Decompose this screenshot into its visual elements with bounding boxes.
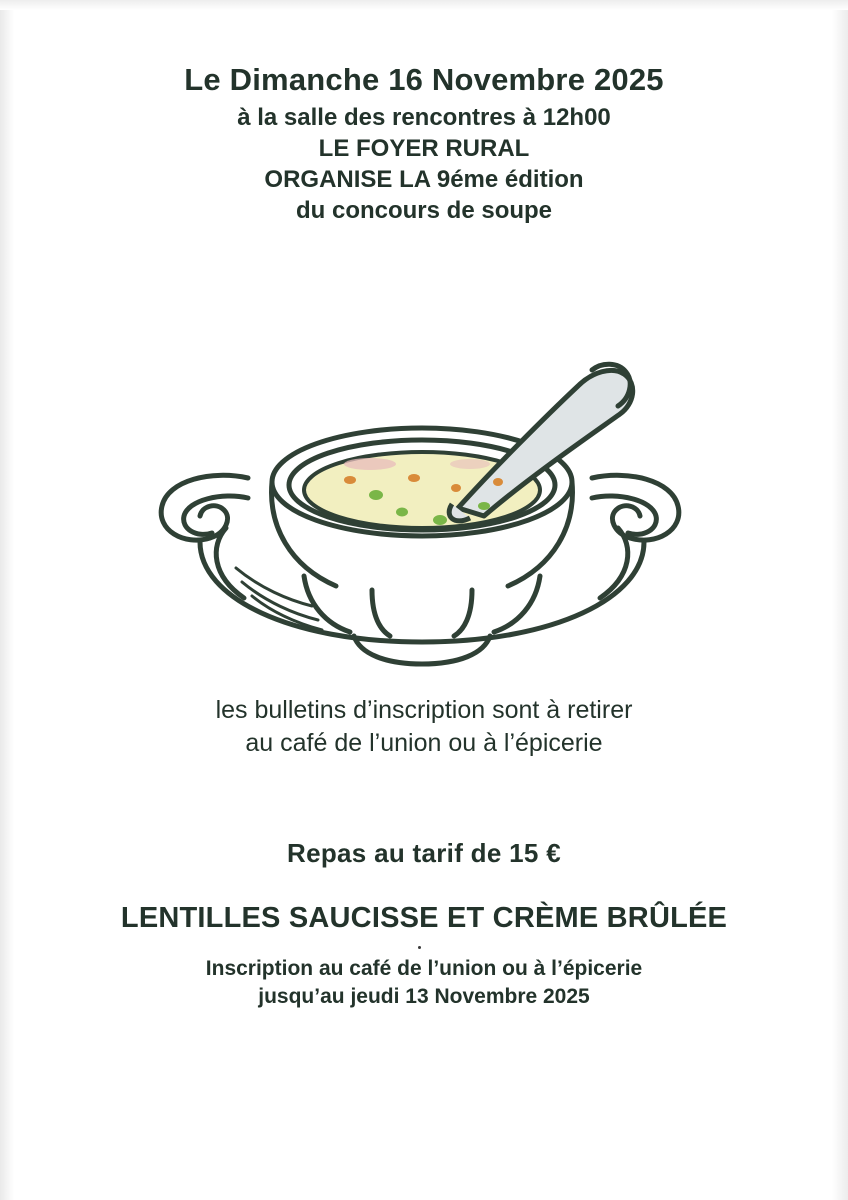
meal-price: Repas au tarif de 15 € [287, 838, 561, 868]
scan-edge-top [0, 0, 848, 10]
menu-block [0, 902, 848, 935]
footer-line-2: jusqu’au jeudi 13 Novembre 2025 [258, 985, 590, 1009]
event-venue-time: à la salle des rencontres à 12h00 [237, 103, 611, 131]
menu-items: LENTILLES SAUCISSE ET CRÈME BRÛLÉE [120, 902, 728, 934]
event-edition: ORGANISE LA 9éme édition [264, 166, 584, 194]
footer-block [0, 955, 848, 1012]
header-block [0, 62, 848, 226]
scan-artifact-dot [418, 946, 421, 949]
event-date-title: Le Dimanche 16 Novembre 2025 [184, 62, 664, 97]
footer-line-1: Inscription au café de l’union ou à l’épicerie [205, 957, 643, 980]
registration-line-1: les bulletins d’inscription sont à retirer [215, 696, 633, 724]
soup-tureen-illustration [140, 330, 700, 670]
price-block [0, 838, 848, 869]
event-organizer: LE FOYER RURAL [318, 134, 530, 162]
event-name: du concours de soupe [295, 197, 553, 225]
registration-info-block [0, 694, 848, 759]
registration-line-2: au café de l’union ou à l’épicerie [245, 728, 603, 757]
